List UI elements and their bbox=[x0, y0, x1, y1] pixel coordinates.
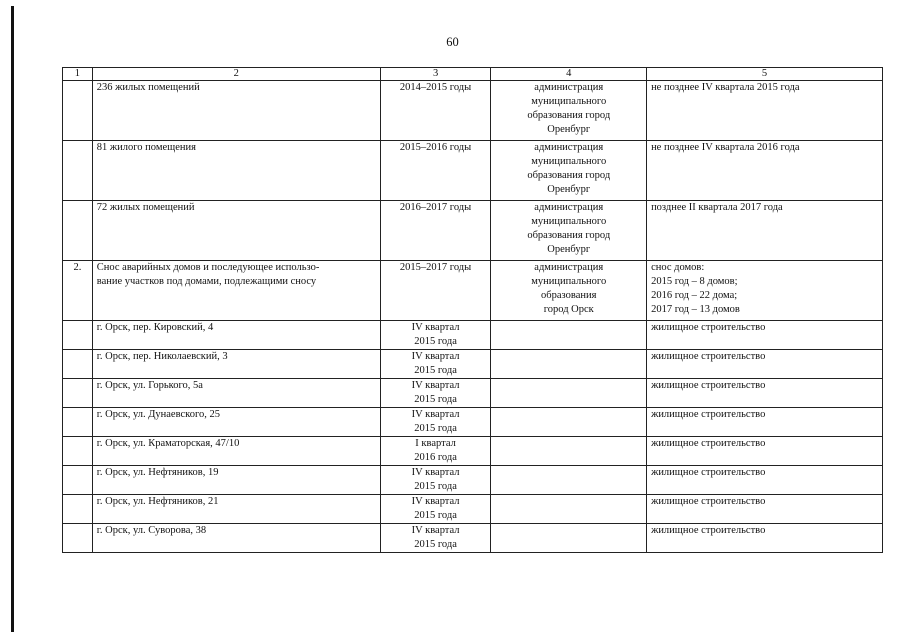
row-name-cell: г. Орск, ул. Горького, 5а bbox=[92, 379, 380, 408]
table-row bbox=[63, 321, 883, 350]
header-col-2: 2 bbox=[92, 68, 380, 81]
row-executor-cell bbox=[491, 437, 647, 466]
row-executor-cell bbox=[491, 524, 647, 553]
row-number-cell bbox=[63, 524, 93, 553]
row-period-cell: IV квартал 2015 года bbox=[380, 524, 491, 553]
table-row bbox=[63, 524, 883, 553]
row-executor-cell bbox=[491, 495, 647, 524]
table-row bbox=[63, 261, 883, 321]
row-number-cell bbox=[63, 321, 93, 350]
program-table bbox=[62, 67, 883, 553]
row-name-cell: 72 жилых помещений bbox=[92, 201, 380, 261]
row-result-cell: не позднее IV квартала 2016 года bbox=[647, 141, 883, 201]
row-period-cell: 2015–2016 годы bbox=[380, 141, 491, 201]
row-number-cell bbox=[63, 350, 93, 379]
row-result-cell: жилищное строительство bbox=[647, 495, 883, 524]
table-row bbox=[63, 379, 883, 408]
header-col-1: 1 bbox=[63, 68, 93, 81]
row-number-cell bbox=[63, 466, 93, 495]
row-name-cell: г. Орск, ул. Дунаевского, 25 bbox=[92, 408, 380, 437]
page-number: 60 bbox=[446, 35, 459, 49]
row-result-cell: жилищное строительство bbox=[647, 466, 883, 495]
row-result-cell: снос домов: 2015 год – 8 домов; 2016 год – 22 дома; 2017 год – 13 домов bbox=[647, 261, 883, 321]
header-col-4: 4 bbox=[491, 68, 647, 81]
row-period-cell: 2015–2017 годы bbox=[380, 261, 491, 321]
row-period-cell: IV квартал 2015 года bbox=[380, 350, 491, 379]
row-result-cell: жилищное строительство bbox=[647, 321, 883, 350]
row-executor-cell bbox=[491, 350, 647, 379]
row-result-cell: жилищное строительство bbox=[647, 524, 883, 553]
row-executor-cell: администрация муниципального образования город Оренбург bbox=[491, 81, 647, 141]
row-executor-cell bbox=[491, 321, 647, 350]
row-executor-cell bbox=[491, 379, 647, 408]
table-row bbox=[63, 466, 883, 495]
row-period-cell: IV квартал 2015 года bbox=[380, 408, 491, 437]
row-executor-cell bbox=[491, 408, 647, 437]
row-period-cell: IV квартал 2015 года bbox=[380, 495, 491, 524]
row-result-cell: не позднее IV квартала 2015 года bbox=[647, 81, 883, 141]
table-row bbox=[63, 350, 883, 379]
row-result-cell: жилищное строительство bbox=[647, 350, 883, 379]
row-period-cell: IV квартал 2015 года bbox=[380, 379, 491, 408]
row-number-cell bbox=[63, 495, 93, 524]
row-executor-cell: администрация муниципального образования город Оренбург bbox=[491, 201, 647, 261]
row-name-cell: г. Орск, ул. Краматорская, 47/10 bbox=[92, 437, 380, 466]
row-period-cell: IV квартал 2015 года bbox=[380, 321, 491, 350]
row-name-cell: г. Орск, ул. Нефтяников, 19 bbox=[92, 466, 380, 495]
table-header-row bbox=[63, 68, 883, 81]
row-period-cell: IV квартал 2015 года bbox=[380, 466, 491, 495]
row-result-cell: жилищное строительство bbox=[647, 437, 883, 466]
row-name-cell: г. Орск, ул. Суворова, 38 bbox=[92, 524, 380, 553]
header-col-5: 5 bbox=[647, 68, 883, 81]
row-number-cell bbox=[63, 437, 93, 466]
row-period-cell: 2016–2017 годы bbox=[380, 201, 491, 261]
row-number-cell bbox=[63, 81, 93, 141]
row-executor-cell: администрация муниципального образования город Оренбург bbox=[491, 141, 647, 201]
row-executor-cell bbox=[491, 466, 647, 495]
row-number-cell bbox=[63, 379, 93, 408]
row-name-cell: г. Орск, пер. Николаевский, 3 bbox=[92, 350, 380, 379]
row-name-cell: г. Орск, ул. Нефтяников, 21 bbox=[92, 495, 380, 524]
row-number-cell bbox=[63, 201, 93, 261]
table-row bbox=[63, 81, 883, 141]
row-period-cell: 2014–2015 годы bbox=[380, 81, 491, 141]
row-name-cell: Снос аварийных домов и последующее использо- вание участков под домами, подлежащими сносу bbox=[92, 261, 380, 321]
row-number-cell bbox=[63, 408, 93, 437]
row-period-cell: I квартал 2016 года bbox=[380, 437, 491, 466]
row-number-cell bbox=[63, 141, 93, 201]
row-name-cell: 81 жилого помещения bbox=[92, 141, 380, 201]
table-row bbox=[63, 408, 883, 437]
table-row bbox=[63, 141, 883, 201]
row-executor-cell: администрация муниципального образования город Орск bbox=[491, 261, 647, 321]
row-result-cell: жилищное строительство bbox=[647, 408, 883, 437]
row-number-cell: 2. bbox=[63, 261, 93, 321]
row-name-cell: г. Орск, пер. Кировский, 4 bbox=[92, 321, 380, 350]
header-col-3: 3 bbox=[380, 68, 491, 81]
table-row bbox=[63, 495, 883, 524]
binding-edge-bar bbox=[11, 6, 14, 632]
row-result-cell: позднее II квартала 2017 года bbox=[647, 201, 883, 261]
table-row bbox=[63, 201, 883, 261]
table-row bbox=[63, 437, 883, 466]
row-result-cell: жилищное строительство bbox=[647, 379, 883, 408]
row-name-cell: 236 жилых помещений bbox=[92, 81, 380, 141]
